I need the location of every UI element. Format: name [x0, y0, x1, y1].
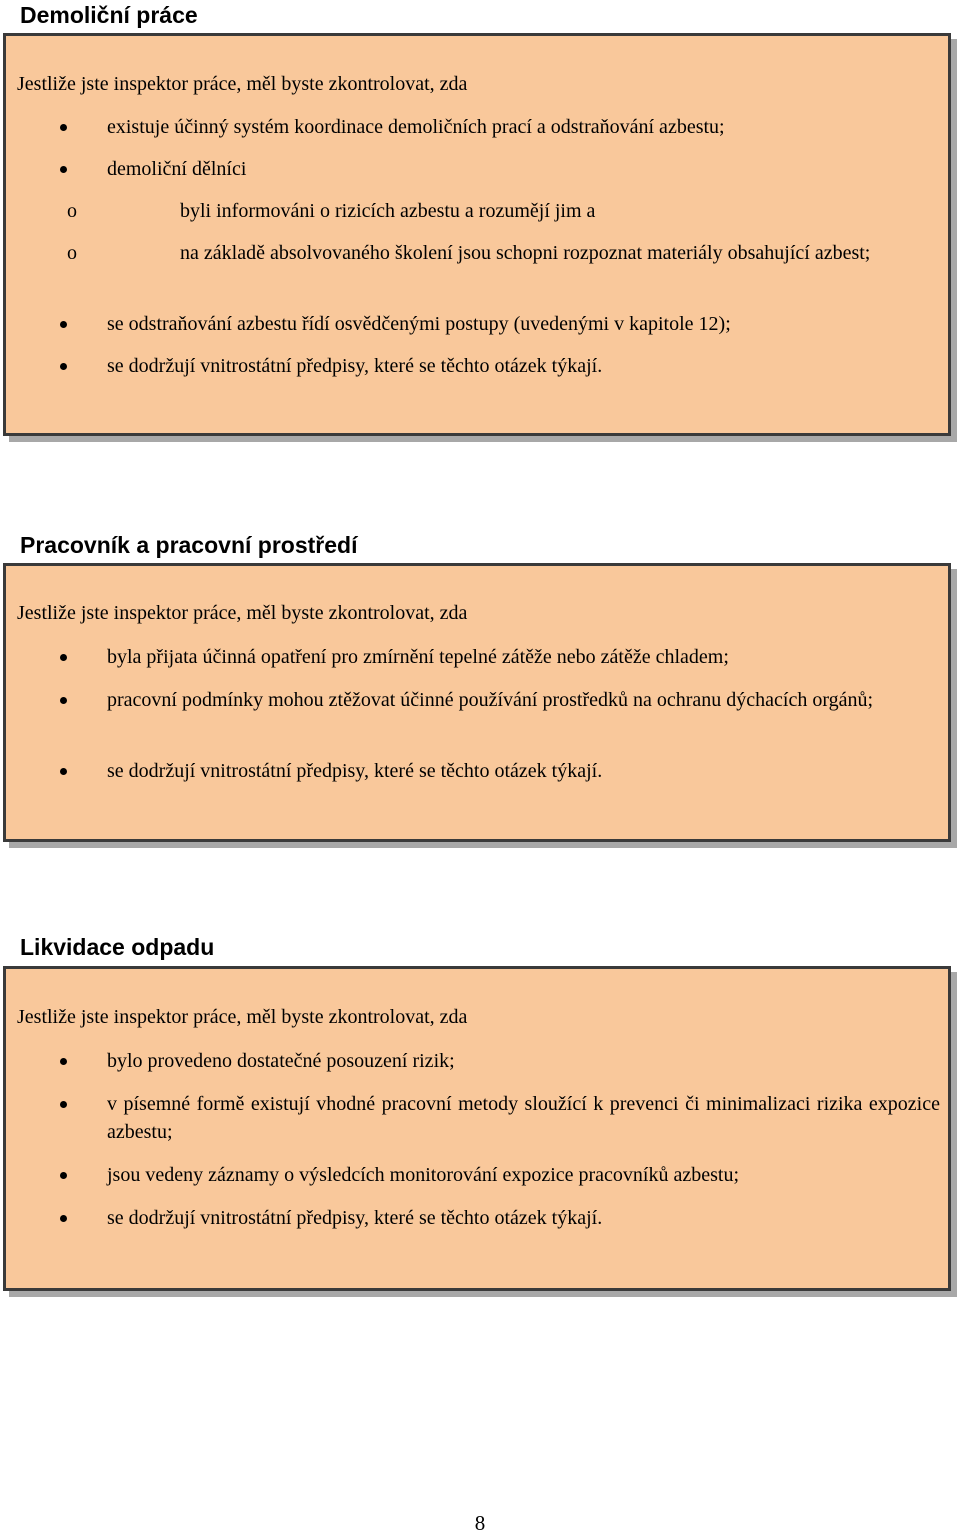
checklist-subitem: na základě absolvovaného školení jsou schopni rozpoznat materiály obsahující azbest; — [180, 242, 871, 264]
checklist-item: se odstraňování azbestu řídí osvědčenými postupy (uvedenými v kapitole 12); — [107, 313, 731, 335]
checklist-item: pracovní podmínky mohou ztěžovat účinné používání prostředků na ochranu dýchacích orgánů; — [107, 689, 874, 711]
section-title-worker-environment: Pracovník a pracovní prostředí — [20, 532, 358, 558]
bullet-icon — [60, 166, 67, 173]
bullet-icon — [60, 1101, 67, 1108]
bullet-icon — [60, 697, 67, 704]
checklist-item: jsou vedeny záznamy o výsledcích monitorování expozice pracovníků azbestu; — [107, 1164, 740, 1186]
checklist-intro: Jestliže jste inspektor práce, měl byste zkontrolovat, zda — [17, 602, 468, 624]
checklist-item: byla přijata účinná opatření pro zmírnění tepelné zátěže nebo zátěže chladem; — [107, 646, 729, 668]
checklist-item: bylo provedeno dostatečné posouzení rizik; — [107, 1050, 455, 1072]
circle-bullet-icon: o — [67, 200, 77, 222]
checklist-item: se dodržují vnitrostátní předpisy, které se těchto otázek týkají. — [107, 355, 603, 377]
checklist-item: demoliční dělníci — [107, 158, 247, 180]
checklist-item: existuje účinný systém koordinace demoličních prací a odstraňování azbestu; — [107, 116, 725, 138]
bullet-icon — [60, 1058, 67, 1065]
checklist-item: se dodržují vnitrostátní předpisy, které se těchto otázek týkají. — [107, 1207, 603, 1229]
checklist-item: v písemné formě existují vhodné pracovní metody sloužící k prevenci či minimalizaci rizika expozice azbestu; — [107, 1093, 940, 1143]
bullet-icon — [60, 124, 67, 131]
page-number: 8 — [474, 1511, 486, 1535]
section-title-waste-disposal: Likvidace odpadu — [20, 934, 215, 960]
checklist-intro: Jestliže jste inspektor práce, měl byste zkontrolovat, zda — [17, 73, 468, 95]
bullet-icon — [60, 1215, 67, 1222]
checklist-item: se dodržují vnitrostátní předpisy, které se těchto otázek týkají. — [107, 760, 603, 782]
bullet-icon — [60, 1172, 67, 1179]
section-title-demolition: Demoliční práce — [20, 2, 198, 28]
bullet-icon — [60, 654, 67, 661]
bullet-icon — [60, 321, 67, 328]
bullet-icon — [60, 768, 67, 775]
circle-bullet-icon: o — [67, 242, 77, 264]
checklist-subitem: byli informováni o rizicích azbestu a rozumějí jim a — [180, 200, 596, 222]
checklist-intro: Jestliže jste inspektor práce, měl byste zkontrolovat, zda — [17, 1006, 468, 1028]
bullet-icon — [60, 363, 67, 370]
